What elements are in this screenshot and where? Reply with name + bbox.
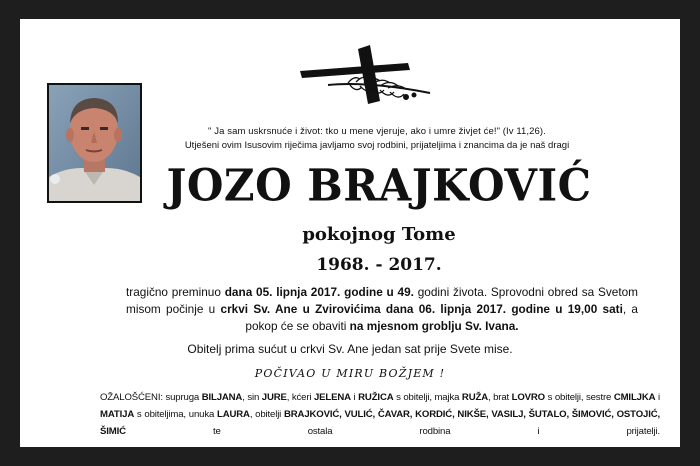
announcement-text-1: tragično preminuo: [126, 285, 225, 299]
deceased-photo: [47, 83, 142, 203]
mourner-name: RUŽICA: [358, 392, 394, 403]
mourner-text: , brat: [487, 392, 512, 403]
cemetery-location: na mjesnom groblju Sv. Ivana.: [349, 319, 519, 333]
mourner-text: te ostala rodbina i prijatelji.: [125, 426, 660, 437]
mourner-text: i: [655, 392, 660, 403]
mourner-name: MATIJA: [100, 409, 135, 420]
quote-line-2: Utješeni ovim Isusovim riječima javljamo svoj rodbini, prijateljima i znancima da je naš dragi: [184, 140, 570, 151]
cross-icon: [298, 41, 432, 105]
mourner-text: supruga: [162, 392, 202, 403]
father-name: pokojnog Tome: [302, 224, 456, 245]
mourner-text: , sin: [242, 392, 262, 403]
mourner-text: s obitelji, sestre: [545, 392, 614, 403]
mourner-text: s obiteljima,: [134, 409, 186, 420]
quote-line-1: " Ja sam uskrsnuće i život: tko u mene vjeruje, ako i umre živjet će!" (Iv 11,26).: [208, 126, 546, 137]
mourners-list: [100, 389, 660, 440]
mourner-text: s obitelji, majka: [393, 392, 462, 403]
mourner-name: JURE: [261, 392, 287, 403]
mourner-text: unuka: [188, 409, 217, 420]
mourner-text: i: [350, 392, 359, 403]
death-date: dana 05. lipnja 2017. godine u 49.: [224, 285, 414, 299]
portrait-image: [49, 85, 140, 201]
funeral-date-time: 06. lipnja 2017. godine u 19,00 sati: [418, 302, 623, 316]
condolence-note: Obitelj prima sućut u crkvi Sv. Ane jedan sat prije Svete mise.: [187, 342, 513, 356]
life-years: 1968. - 2017.: [316, 255, 442, 275]
rest-in-peace: POČIVAO U MIRU BOŽJEM !: [254, 367, 446, 380]
mourner-text: , kćeri: [286, 392, 314, 403]
family-names: BRAJKOVIĆ, VULIĆ, ČAVAR, KORDIĆ, NIKŠE, VASILJ, ŠUTALO, ŠIMOVIĆ, OSTOJIĆ, ŠIMIĆ: [100, 409, 661, 437]
announcement-text-3: Sprovodni obred sa Svetom misom počinje u: [126, 285, 639, 316]
mourner-name: RUŽA: [461, 392, 488, 403]
mourner-name: LOVRO: [511, 392, 545, 403]
mourner-name: BILJANA: [201, 392, 243, 403]
mourner-text: , obitelji: [249, 409, 284, 420]
announcement-text: [126, 284, 638, 335]
obituary-card: [20, 19, 680, 447]
announcement-text-4: , a pokop će se obaviti: [245, 302, 638, 333]
mourner-name: LAURA: [217, 409, 250, 420]
mourner-name: CMILJKA: [613, 392, 656, 403]
deceased-name: JOZO BRAJKOVIĆ: [166, 159, 592, 212]
mourners-label: OŽALOŠĆENI:: [100, 392, 163, 403]
church-location: crkvi Sv. Ane u Zvirovićima dana: [220, 302, 414, 316]
scripture-quote: [157, 125, 597, 153]
mourner-name: JELENA: [314, 392, 351, 403]
announcement-text-2: godini života.: [413, 285, 488, 299]
